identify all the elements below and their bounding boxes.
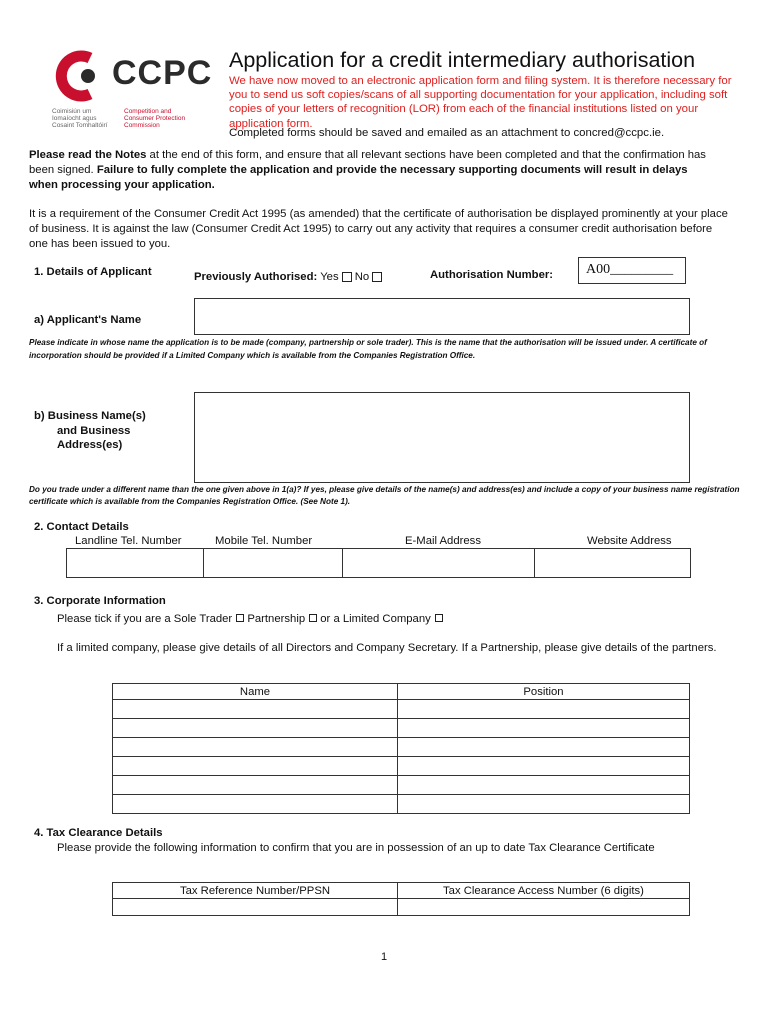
director-name-cell[interactable]	[113, 776, 398, 795]
email-instruction: Completed forms should be saved and emailed as an attachment to concred@ccpc.ie.	[229, 127, 665, 139]
director-name-cell[interactable]	[113, 738, 398, 757]
director-name-cell[interactable]	[113, 700, 398, 719]
logo-sub-english: Competition and Consumer Protection Commission	[124, 108, 186, 129]
directors-table	[112, 683, 690, 814]
limited-company-checkbox[interactable]	[435, 614, 443, 622]
col-website: Website Address	[587, 535, 672, 547]
tax-instruction: Please provide the following information to confirm that you are in possession of an up to date Tax Clearance Certificate	[57, 842, 655, 854]
applicant-name-note: Please indicate in whose name the application is to be made (company, partnership or sole trader). This is the name that the authorisation will be issued under. A certificate of incorporation should be provided if a Limited Company which is available from the Companies Registration Office.	[29, 338, 707, 360]
col-mobile: Mobile Tel. Number	[215, 535, 313, 547]
section3-heading: 3. Corporate Information	[34, 595, 166, 607]
section2-heading: 2. Contact Details	[34, 521, 129, 533]
col-tax-reference: Tax Reference Number/PPSN	[113, 883, 398, 899]
notes-paragraph: Please read the Notes at the end of this form, and ensure that all relevant sections have been completed and that the confirmation has been signed. Failure to fully complete the application and provide the necessary supporting documents will result in delays when processing your application.	[29, 149, 706, 191]
mobile-input[interactable]	[204, 549, 343, 578]
contact-details-table	[66, 548, 691, 578]
business-name-label: b) Business Name(s) and Business Address(es)	[34, 410, 146, 451]
director-position-cell[interactable]	[398, 757, 690, 776]
col-email: E-Mail Address	[405, 535, 481, 547]
col-tax-access-number: Tax Clearance Access Number (6 digits)	[398, 883, 690, 899]
tax-access-number-input[interactable]	[398, 899, 690, 916]
applicant-name-label: a) Applicant's Name	[34, 314, 142, 326]
directors-instruction: If a limited company, please give details of all Directors and Company Secretary. If a Partnership, please give details of the partners.	[57, 642, 717, 654]
auth-number-label: Authorisation Number:	[430, 269, 554, 281]
applicant-name-input[interactable]	[194, 298, 690, 335]
previously-authorised: Previously Authorised: Yes No	[194, 270, 382, 285]
entity-type-row: Please tick if you are a Sole Trader Partnership or a Limited Company	[57, 612, 443, 627]
director-name-cell[interactable]	[113, 795, 398, 814]
electronic-filing-notice: We have now moved to an electronic application form and filing system. It is therefore necessary for you to send us soft copies/scans of all supporting documentation for your application, including soft copies of your letters of recognition (LOR) from each of the financial institutions listed on your application form.	[229, 75, 732, 130]
tax-clearance-table	[112, 882, 690, 916]
director-position-cell[interactable]	[398, 719, 690, 738]
col-position: Position	[398, 684, 690, 700]
director-name-cell[interactable]	[113, 719, 398, 738]
logo-sub-irish: Coimisiún um Iomaíocht agus Cosaint Tomhaltóirí	[52, 108, 108, 129]
yes-checkbox[interactable]	[342, 272, 352, 282]
website-input[interactable]	[535, 549, 691, 578]
col-name: Name	[113, 684, 398, 700]
director-position-cell[interactable]	[398, 776, 690, 795]
director-position-cell[interactable]	[398, 738, 690, 757]
auth-number-field[interactable]: A00_________	[578, 257, 686, 284]
logo-text: CCPC	[112, 54, 213, 92]
page-number: 1	[381, 951, 388, 963]
section4-heading: 4. Tax Clearance Details	[34, 827, 163, 839]
no-checkbox[interactable]	[372, 272, 382, 282]
col-landline: Landline Tel. Number	[75, 535, 182, 547]
section1-heading: 1. Details of Applicant	[34, 266, 152, 278]
landline-input[interactable]	[67, 549, 204, 578]
email-input[interactable]	[343, 549, 535, 578]
business-name-input[interactable]	[194, 392, 690, 483]
director-position-cell[interactable]	[398, 700, 690, 719]
business-name-note: Do you trade under a different name than the one given above in 1(a)? If yes, please give details of the name(s) and address(es) and include a copy of your business name registration certificate which is available from the Companies Registration Office. (See Note 1).	[29, 485, 740, 506]
director-position-cell[interactable]	[398, 795, 690, 814]
director-name-cell[interactable]	[113, 757, 398, 776]
partnership-checkbox[interactable]	[309, 614, 317, 622]
ccpc-logo-icon	[50, 48, 106, 104]
requirement-paragraph: It is a requirement of the Consumer Credit Act 1995 (as amended) that the certificate of authorisation be displayed prominently at your place of business. It is against the law (Consumer Credit Act 1995) to carry out any activity that requires a consumer credit authorisation before one has been issued to you.	[29, 208, 728, 250]
sole-trader-checkbox[interactable]	[236, 614, 244, 622]
tax-reference-input[interactable]	[113, 899, 398, 916]
page-title: Application for a credit intermediary authorisation	[229, 48, 696, 72]
